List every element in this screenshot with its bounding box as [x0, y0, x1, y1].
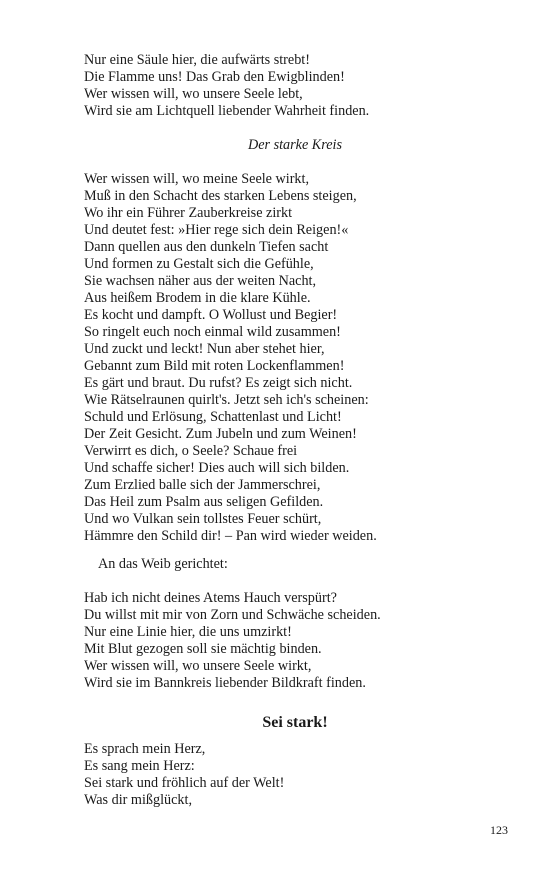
page-number: 123 [490, 823, 508, 837]
verse-line: Das Heil zum Psalm aus seligen Gefilden. [84, 494, 324, 510]
verse-line: Es gärt und braut. Du rufst? Es zeigt sich nicht. [84, 375, 353, 391]
verse-line: Und wo Vulkan sein tollstes Feuer schürt, [84, 511, 322, 527]
verse-line: Die Flamme uns! Das Grab den Ewigblinden! [84, 69, 345, 85]
verse-line: Wird sie im Bannkreis liebender Bildkraft finden. [84, 675, 366, 691]
verse-line: Wie Rätselraunen quirlt's. Jetzt seh ich's scheinen: [84, 392, 369, 408]
verse-line: Wer wissen will, wo unsere Seele wirkt, [84, 658, 312, 674]
poem-subtitle: Der starke Kreis [247, 137, 343, 153]
poem-heading: Sei stark! [262, 714, 328, 731]
verse-line: So ringelt euch noch einmal wild zusammen! [84, 324, 341, 340]
verse-line: Und formen zu Gestalt sich die Gefühle, [84, 256, 314, 272]
address-line: An das Weib gerichtet: [98, 556, 228, 572]
verse-line: Hämmre den Schild dir! – Pan wird wieder weiden. [84, 528, 377, 544]
verse-line: Aus heißem Brodem in die klare Kühle. [84, 290, 311, 306]
verse-line: Es sang mein Herz: [84, 758, 195, 774]
verse-line: Es kocht und dampft. O Wollust und Begier! [84, 307, 338, 323]
verse-line: Schuld und Erlösung, Schattenlast und Licht! [84, 409, 342, 425]
verse-line: Und schaffe sicher! Dies auch will sich bilden. [84, 460, 350, 476]
verse-line: Dann quellen aus den dunkeln Tiefen sacht [84, 239, 329, 255]
verse-line: Sei stark und fröhlich auf der Welt! [84, 775, 285, 791]
verse-line: Es sprach mein Herz, [84, 741, 206, 757]
verse-line: Zum Erzlied balle sich der Jammerschrei, [84, 477, 321, 493]
verse-line: Wer wissen will, wo meine Seele wirkt, [84, 171, 310, 187]
verse-line: Mit Blut gezogen soll sie mächtig binden. [84, 641, 322, 657]
verse-line: Sie wachsen näher aus der weiten Nacht, [84, 273, 317, 289]
verse-line: Was dir mißglückt, [84, 792, 193, 808]
verse-line: Verwirrt es dich, o Seele? Schaue frei [84, 443, 298, 459]
verse-line: Muß in den Schacht des starken Lebens steigen, [84, 188, 357, 204]
verse-line: Der Zeit Gesicht. Zum Jubeln und zum Weinen! [84, 426, 357, 442]
verse-line: Wird sie am Lichtquell liebender Wahrheit finden. [84, 103, 370, 119]
verse-line: Gebannt zum Bild mit roten Lockenflammen! [84, 358, 345, 374]
verse-line: Nur eine Linie hier, die uns umzirkt! [84, 624, 292, 640]
verse-line: Nur eine Säule hier, die aufwärts strebt! [84, 52, 310, 68]
verse-line: Und zuckt und leckt! Nun aber stehet hier, [84, 341, 325, 357]
verse-line: Hab ich nicht deines Atems Hauch verspürt? [84, 590, 337, 606]
verse-line: Du willst mit mir von Zorn und Schwäche scheiden. [84, 607, 381, 623]
verse-line: Und deutet fest: »Hier rege sich dein Reigen!« [84, 222, 349, 238]
verse-line: Wer wissen will, wo unsere Seele lebt, [84, 86, 303, 102]
verse-line: Wo ihr ein Führer Zauberkreise zirkt [84, 205, 293, 221]
